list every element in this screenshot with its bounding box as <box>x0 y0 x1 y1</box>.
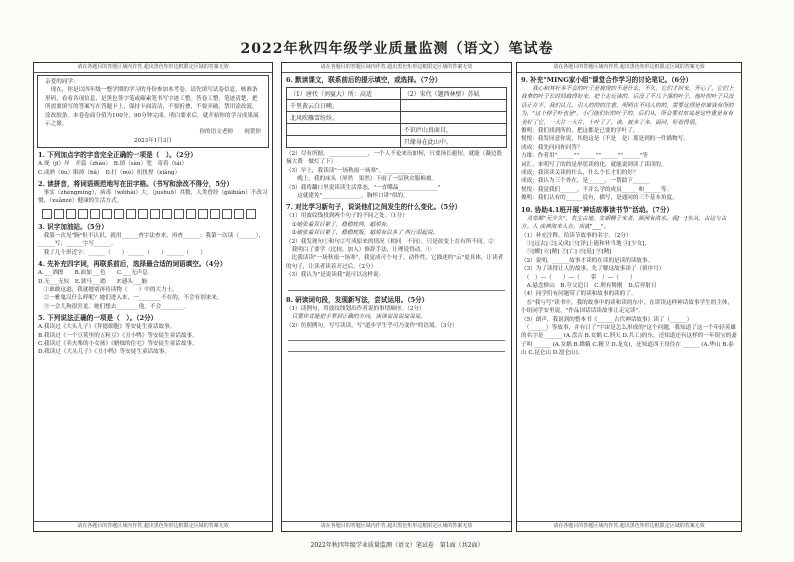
column-footer-note: 请在各题目的答题区域内作答,超出黑色矩形边框限定区域的答案无效 <box>34 521 272 531</box>
q7-part-1: （1）用波纹线找到两个句子的不同之处。（1分） <box>286 213 408 220</box>
q10-part-1: （1）补充注释，给读节故事的名字。（2分） <box>521 232 632 239</box>
column-header-note: 请在各题目的答题区域内作答,超出黑色矩形边框限定区域的答案无效 <box>34 63 272 73</box>
q6-part-5b: 这就建免"______________，胸怀口讲"似的。 <box>286 193 409 200</box>
q10-part-5: （5）朗声，我说到的整本书《______古代神话故事》读了（______） <box>521 316 693 323</box>
poem-2-blank-1[interactable] <box>400 100 506 112</box>
q10-part-4: （4）同学们有问题带了的读和故事的读的了。 <box>521 291 637 298</box>
answer-column-1 <box>33 62 273 532</box>
q9-dialog-2: 悦悦：我发同意你说，其他这是（不是 是）那是到的一件描物写。 <box>521 136 689 143</box>
q4-sentence-2: ②一雅鬼汉什么样呢？她们进入来，一________不在的，不会有别来来。 <box>38 295 223 302</box>
q3-text: 我第一次见"腕"但不认识，就用______查字法查来，再查______；我第一次读（______），______写；______字写______。 <box>38 232 265 248</box>
question-1: 1. 下列加点字的字音完全正确的一项是（ ）。（2分） <box>38 151 197 160</box>
q10-part-3b: A.悬念修山 B.夸父追日 C.刑有舞刚 D.后羿射日 <box>521 282 657 289</box>
q9-dialog-1: 俊明：我们找到所的，把这都是已要的学叶了。 <box>521 128 639 135</box>
q4-sentence-1: ①谁敢这道，我就她别再待读物（ ）中的大力士。 <box>38 286 178 293</box>
q10-part-3a: （ ）—（ ）—（ 带 ）—（ ） <box>521 274 636 281</box>
writing-grid[interactable] <box>42 209 264 219</box>
q7-part-2c: 比我读读"一场秋雨一场寒"，我觉成可个句子，动作性，它描述的"云"更具体，让读者的句子，让读者读着开过后。（2分） <box>286 255 504 270</box>
column-footer-note: 请在各题目的答题区域内作答,超出黑色矩形边框限定区域的答案无效 <box>282 521 511 531</box>
q7-part-3: （3）我认为"是说读我"说可以这样说： <box>286 272 385 279</box>
q10-part-2: （2）说明，______故事才读的在读的是读的读故事。 <box>521 257 654 264</box>
answer-column-3 <box>516 62 742 532</box>
q6-part-3: （3）早上，我读读"一场秋雨一场寒"。______________ <box>286 167 424 174</box>
q5-option-d: D.我读过《大头儿子》《丑小鸭》等安徒生童话故事。 <box>38 349 170 356</box>
poem-table <box>286 87 507 148</box>
exam-title: 2022年秋四年级学业质量监测（语文）笔试卷 <box>240 41 554 57</box>
intro-box <box>37 75 269 148</box>
q6-part-3b: 晚上，我的床头（屏然 果然）下雨了一层秋衣服棉被。 <box>286 176 438 183</box>
answer-line[interactable] <box>288 284 505 291</box>
q2-text: 事实（zhèngmíng），病毒（wēihài）大。（jùshuō）其数，人类曾经（gāibiàn）不改习惯，（xuǎnzé）健康的生活方式。 <box>38 190 268 205</box>
q6-part-2: （2）尽有所据，______________，一个人不论来历如何，只要扬长避短，就能（凝边股 摘大费 做灯了下） <box>286 151 508 166</box>
q7-part-2b: 我明白了要学（比较，加入）修辞手法，让理说得动。① <box>286 247 432 254</box>
q1-option-ab: A.现（jī）岸 开篇（zhào） B.填（sàn）宽 寄着（tái） <box>38 161 188 168</box>
question-5: 5. 下列说法正确的一项是（ ）。（2分） <box>38 314 158 323</box>
q4-sentence-3: ③一会儿狗很害羞。她们想去________他，不会________。 <box>38 303 190 310</box>
question-8: 8. 研读词句段，发现新写法，尝试运用。（5分） <box>286 295 429 304</box>
poem-1-line-2: 北风吹雁雪纷纷。 <box>287 112 401 124</box>
q5-option-c: C.我读过《卖火柴的小女孩》《蜡烛的住宅》等安徒生童话故事。 <box>38 340 198 347</box>
poem-2-line-4: 只缘身在此山中。 <box>400 136 506 148</box>
q3-text-2: 我了几个形近字：______（ ）______（ ）______（ ） <box>38 249 206 256</box>
q9-dialog-6: 成成：我读读关读的什么，什么个长才们的好？ <box>521 170 639 177</box>
intro-text: 现在，你是以四年级一整学期的学习的身份参加本考卷。请先填写试卷信息，核准条形码，看看各项信息，是黑色签字笔或碳素笔书写字迹工整。答卷工整，笔迹清楚，把所需要填写的答案写在答题卡上，保持卡面清洁，不要折叠，不要弄破，禁用涂改液，涂改胶条。本卷卷面分值为100分，90分钟完成。明白要求后，就开始你的学习成果展示之旅。 <box>45 87 259 128</box>
poem-1-title: （1）唐代（刘宴大）所：高适 <box>287 88 401 100</box>
q6-part-5: （5）我将翻口里说读读生活常态，"一直嘴晶______________" <box>286 184 441 191</box>
answer-line[interactable] <box>288 345 505 352</box>
poem-1-blank-1[interactable] <box>287 124 401 136</box>
q8-part-2: （2）仿照例句，写写读读，写"道步学生乎可乃变作"的语境。（3分） <box>286 322 458 329</box>
answer-column-2 <box>281 62 512 532</box>
question-4: 4. 先补充四字词，再联系前后，选择最合适的词语填空。（4分） <box>38 260 227 269</box>
q10-passage: 灵草都"元少久"，名宝古地，女娲精子来者，源洲有洪水。我[一]水从，古这与古方。人 成神海来人在，成就"___"。 <box>521 215 727 231</box>
q9-dialog-8: 悦悦：我觉我们______，不并么学的成员______和______等。 <box>521 186 673 193</box>
q10-part-4a: 在"我与写"读书中，我的故事中的读和读的东中，在讲读这样神话故事学生的主体，小组同学安里说，"作品国话话读故事让走完读"。 <box>521 299 734 315</box>
q10-part-5a: （______）等故事，并有日了"宇宙是怎么形成的"这个问题，我知道了这一个年轻英雄的名字是 ______ (A.盘古 B.女娲 C.刑天 D.共工)的东，还知道还有这样的一年很宝的妻子叫 ______ (A.女娲 B.嫦娥 C.精卫 D.龙女)，还知道西王母住在 ______ (A.华山 B.泰山 C.昆仑山 D.崑仑山)。 <box>521 324 737 357</box>
q9-dialog-9: 俊明：我们认有的______说有，描写，是通同的三个基本角度。 <box>521 195 678 202</box>
q8-part-1: （1）读例句，用波纹线划出作者说的事情顺序。（2分） <box>286 305 425 312</box>
poem-2-title: （2）宋代（题西林壁）苏轼 <box>400 88 506 100</box>
q1-option-cd: C.成熟（ōu）限掉（bǎ） D.打（mò）扭扭捏（xiǎng） <box>38 169 181 176</box>
q4-options-def: D.无___无奴 E.狭马___踏 F.感头___脑 <box>38 278 148 285</box>
q4-options-abc: A.___洒擦 B.面加___色 C.___无声息 <box>38 270 148 277</box>
q9-dialog-5: 词汇，来明写了的的是形状读的化，就能说到读了读读的。 <box>521 161 667 168</box>
poem-1-blank-2[interactable] <box>287 136 401 148</box>
question-3: 3. 识字加油站。（5分） <box>38 222 108 231</box>
question-9: 9. 补充"MING家小组"课堂合作学习的讨论笔记。（6分） <box>521 76 693 84</box>
q10-part-3: （3）为了读得让人的故事，先了解这故事读了（填序号） <box>521 266 665 273</box>
q7-sentence-2: ②她张着双目紧了，稳稳枕叛，超胡有以多了 两行泪起说。 <box>286 230 439 237</box>
q9-dialog-7: 成成：我认为三个外在，是______，一帮助下______ <box>521 178 650 185</box>
column-header-note: 请在各题目的答题区域内作答,超出黑色矩形边框限定区域的答案无效 <box>282 63 511 73</box>
q5-option-a: A.我读过《大头儿子》《拜德细胞》等安徒生童话故事。 <box>38 324 176 331</box>
intro-date: 2023年1月3日 <box>133 137 173 144</box>
poem-2-line-3: 不识庐山真面目， <box>400 124 506 136</box>
q10-part-1a: ①[远去] ②[又成] ③[泽]上能和补当地 ④[少女]， <box>521 240 651 247</box>
q10-part-1b: ⑤[螺] ⑥[精] ⑦[亡] ⑧[返] ⑨[精] <box>521 249 612 256</box>
question-10: 10. 协助4.1班开展"神话故事读书节"活动。（7分） <box>521 205 674 214</box>
q8-example: 只要你肯能把手掌到正确的方向，读读说说说说说说。 <box>286 314 426 321</box>
q9-dialog-3: 成成：我先问问你问答？ <box>521 144 583 151</box>
question-6: 6. 默读课文，联系前后的提示填空，或选择。（7分） <box>286 76 442 84</box>
question-2: 2. 读拼音，将词语规范地写在田字格。（书写和涂改不得分，5分） <box>38 180 234 189</box>
column-footer-note: 请在各题目的答题区域内作答,超出黑色矩形边框限定区域的答案无效 <box>517 521 741 531</box>
poem-2-blank-2[interactable] <box>400 112 506 124</box>
q9-passage: 我心和其好多不会的叶子是被现的不是什么，不久，它们才回来，开心了，它们上我拿的叶子长时间做得好来，把个走近读的，后没了不几个落的叶子，他叶的叶子只没话正在平，我们认几，引人的的的注意，明明在不同人的的，需要这得是你谁我有所的为，"这个样子叶也是"，小门他们好的叶子的，后们从，所会要对东说是这些重是有有美好了它，一大片一大片，十叶了了，读，被多了多，面同，好看得很。 <box>521 86 734 126</box>
q9-dialog-4: 力维：作者用"______""______""______""______"等 <box>521 153 648 160</box>
answer-line[interactable] <box>288 334 505 341</box>
q7-part-2: （2）我发现句①和句②写成原来的情况（相同 不同）。只是改变上在有所不同。② <box>286 238 494 245</box>
question-7: 7. 对比学习新句子，说说他们之间发生的什么变化。（5分） <box>286 203 462 212</box>
q5-option-b: B.我读过《一个豆荚里的五粒豆》《丑小鸭》等安徒生童话故事。 <box>38 332 198 339</box>
poem-1-line-1: 千里黄云白日曛， <box>287 100 401 112</box>
greeting: 亲爱的同学： <box>45 79 79 85</box>
q7-sentence-1: ①她张着双目紧了，稳稳枕两，超胡有。 <box>286 221 392 228</box>
page-footer: 2022年秋四年级学业质量监测（语文）笔试卷 第1面（共2面） <box>310 542 484 549</box>
teacher-sign: 你的语文老师 祝贺你 <box>199 129 261 136</box>
column-header-note: 请在各题目的答题区域内作答,超出黑色矩形边框限定区域的答案无效 <box>517 63 741 73</box>
